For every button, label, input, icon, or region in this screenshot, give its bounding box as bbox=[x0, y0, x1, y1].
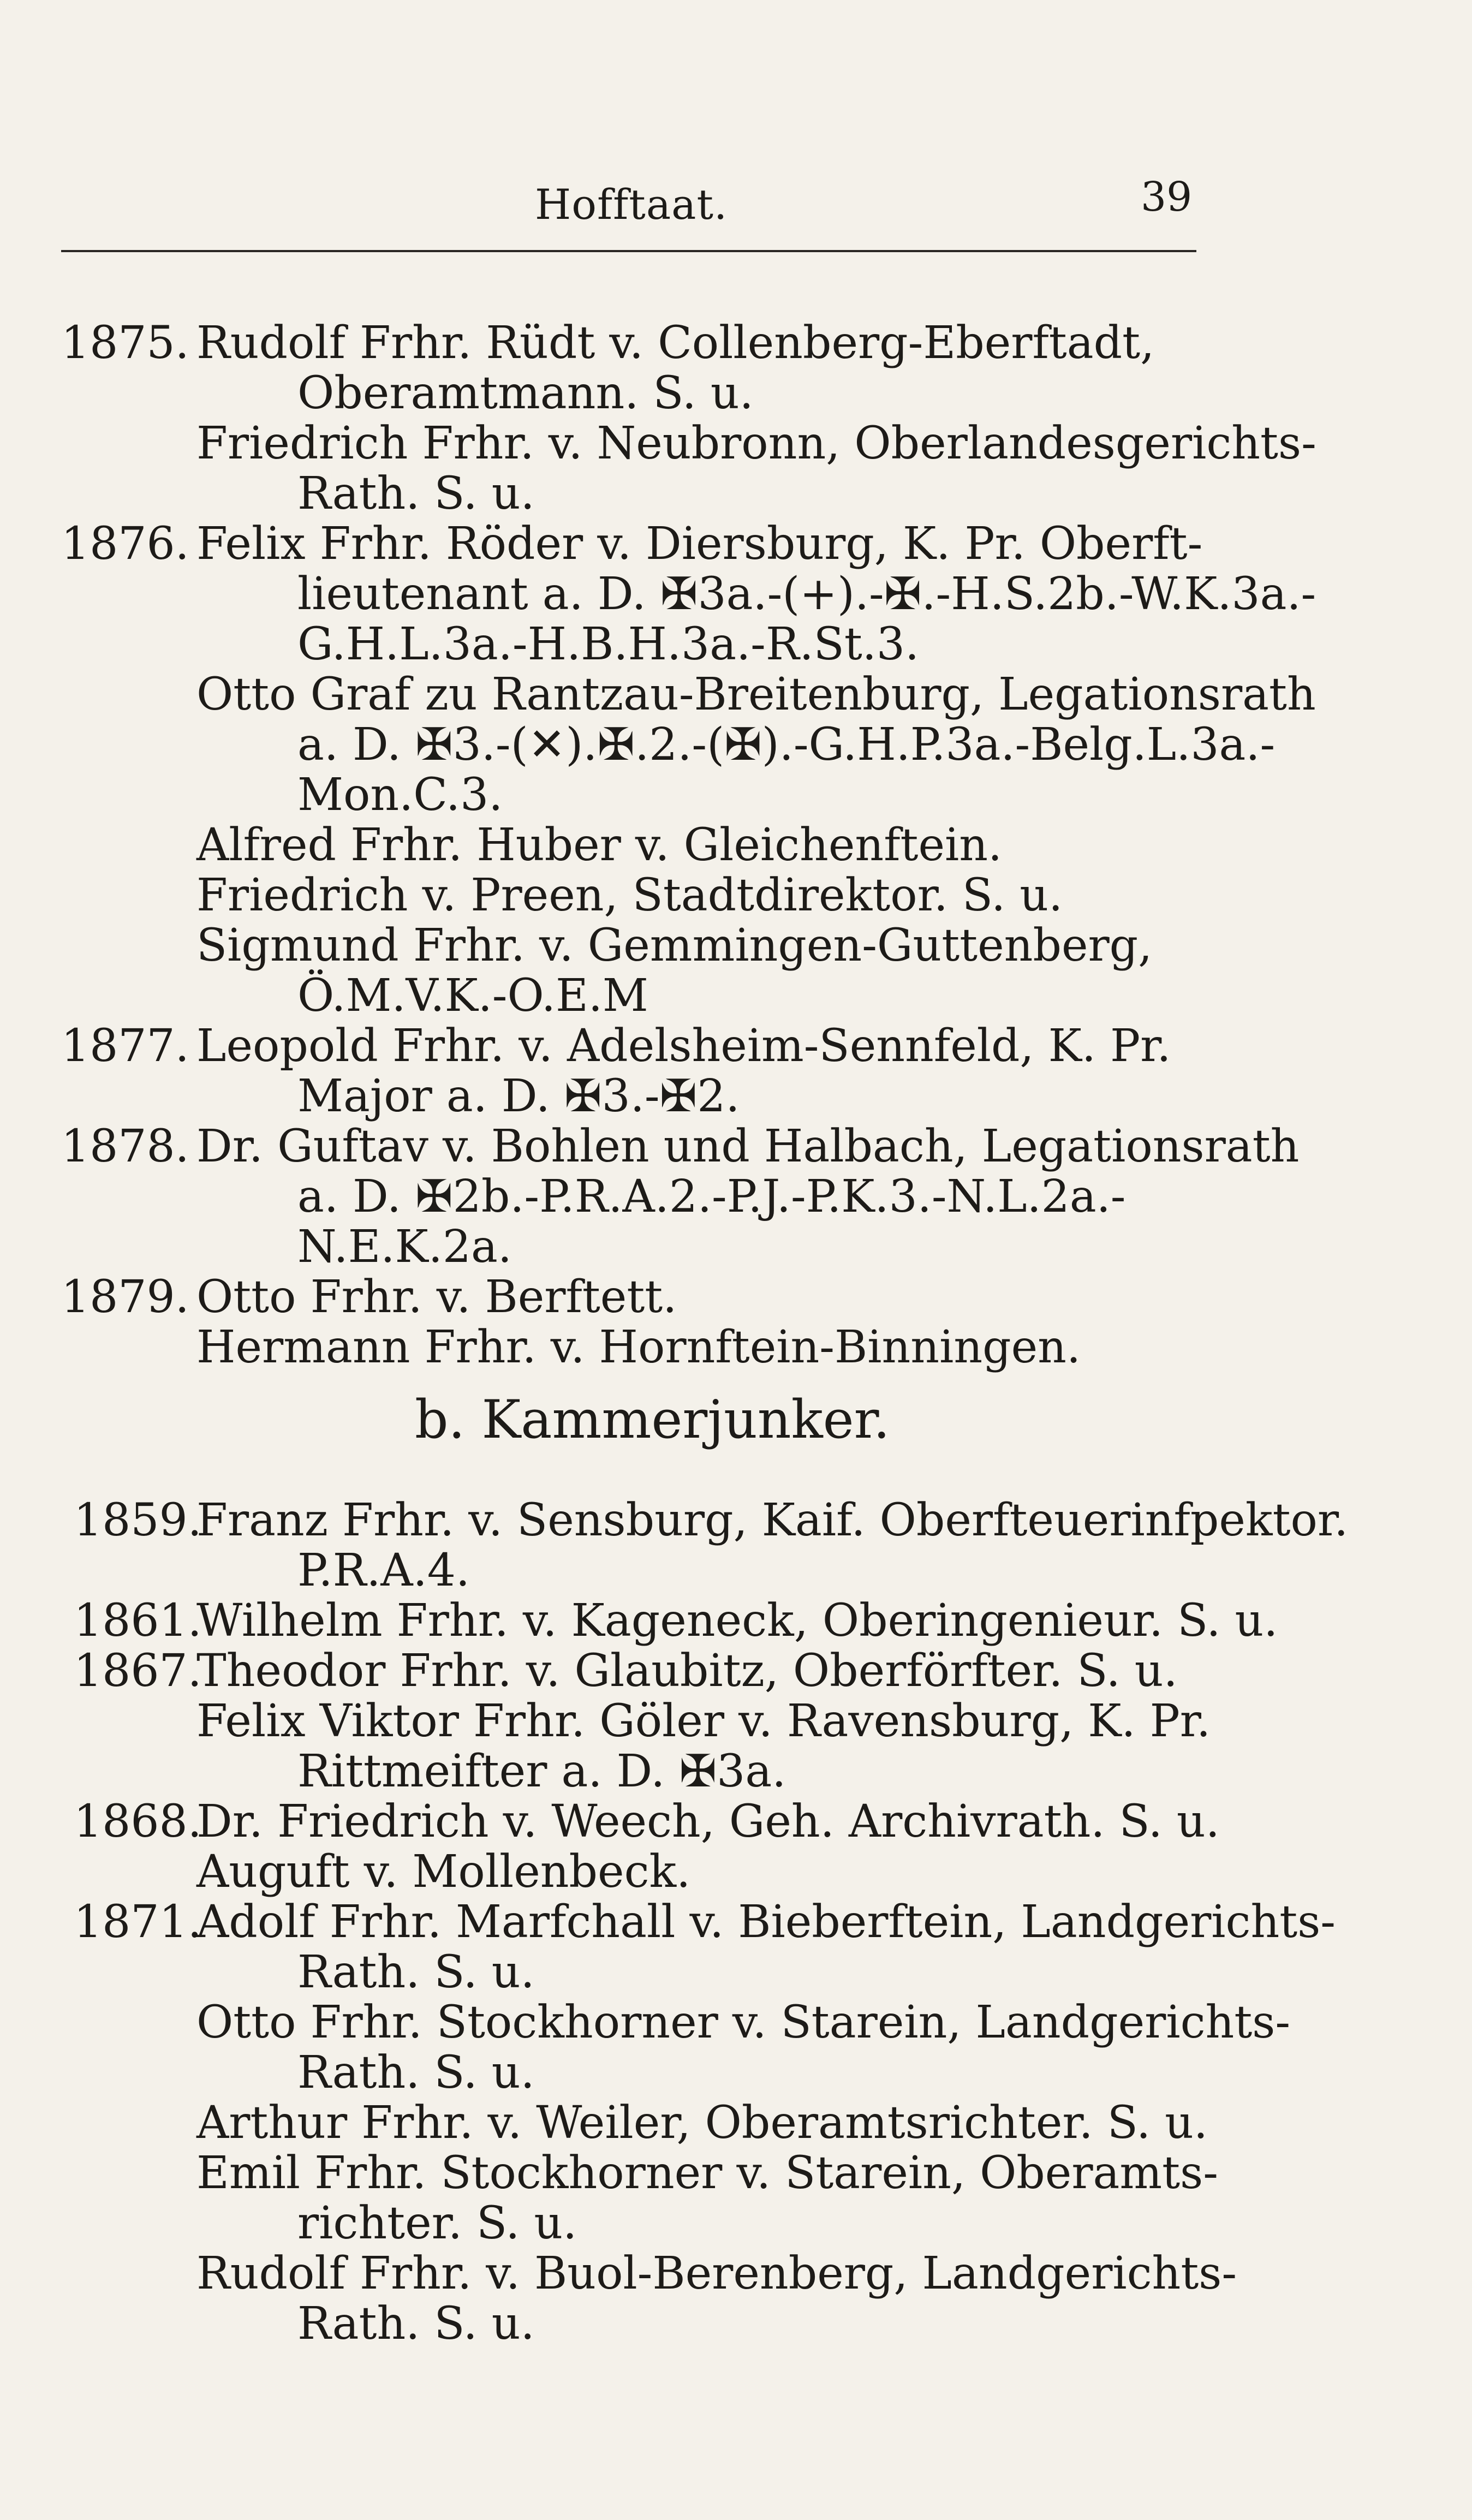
entry-text: Dr. Friedrich v. Weech, Geh. Archivrath. S. u. bbox=[196, 1796, 1220, 1848]
entry-line bbox=[0, 1645, 1472, 1698]
entry-year: 1875. bbox=[61, 317, 189, 369]
entry-text: Sigmund Frhr. v. Gemmingen-Guttenberg, bbox=[196, 920, 1153, 972]
entry-text: Friedrich v. Preen, Stadtdirektor. S. u. bbox=[196, 869, 1063, 921]
entry-year: 1861. bbox=[74, 1595, 202, 1647]
entry-text: Otto Graf zu Rantzau-Breitenburg, Legationsrath bbox=[196, 669, 1316, 720]
entry-text: Oberamtmann. S. u. bbox=[297, 367, 754, 419]
entry-year: 1868. bbox=[74, 1796, 202, 1848]
entry-line bbox=[0, 2197, 1472, 2250]
entry-line bbox=[0, 2298, 1472, 2351]
entry-text: Felix Frhr. Röder v. Diersburg, K. Pr. Oberft- bbox=[196, 518, 1203, 570]
entry-text: richter. S. u. bbox=[297, 2197, 577, 2249]
entry-text: Dr. Guftav v. Bohlen und Halbach, Legationsrath bbox=[196, 1121, 1300, 1172]
entry-text: Wilhelm Frhr. v. Kageneck, Oberingenieur. S. u. bbox=[196, 1595, 1278, 1647]
entry-line bbox=[0, 1171, 1472, 1224]
entry-line bbox=[0, 2047, 1472, 2100]
entry-line bbox=[0, 317, 1472, 370]
entry-line bbox=[0, 2248, 1472, 2301]
entry-text: a. D. ✠2b.-P.R.A.2.-P.J.-P.K.3.-N.L.2a.- bbox=[297, 1171, 1126, 1223]
entry-line bbox=[0, 869, 1472, 922]
entry-text: Ö.M.V.K.-O.E.M bbox=[297, 970, 648, 1022]
entry-text: Major a. D. ✠3.-✠2. bbox=[297, 1070, 740, 1122]
running-header-title: Hofftaat. bbox=[535, 180, 728, 229]
entry-text: Franz Frhr. v. Sensburg, Kaif. Oberfteuerinfpektor. bbox=[196, 1494, 1349, 1546]
entry-line bbox=[0, 367, 1472, 420]
entry-line bbox=[0, 819, 1472, 872]
entry-text: Auguft v. Mollenbeck. bbox=[196, 1846, 691, 1898]
entry-line bbox=[0, 1595, 1472, 1648]
entry-line bbox=[0, 1695, 1472, 1748]
entry-line bbox=[0, 719, 1472, 772]
entry-text: Otto Frhr. v. Berftett. bbox=[196, 1271, 677, 1323]
entry-year: 1878. bbox=[61, 1121, 189, 1172]
entry-line bbox=[0, 2147, 1472, 2200]
entry-line bbox=[0, 1896, 1472, 1949]
entry-year: 1867. bbox=[74, 1645, 202, 1697]
entry-line bbox=[0, 1846, 1472, 1899]
entry-line bbox=[0, 568, 1472, 621]
entry-line bbox=[0, 1121, 1472, 1173]
entry-text: Otto Frhr. Stockhorner v. Starein, Landgerichts- bbox=[196, 1997, 1291, 2048]
entry-line bbox=[0, 1020, 1472, 1073]
entry-text: Rath. S. u. bbox=[297, 2298, 535, 2350]
entry-line bbox=[0, 769, 1472, 822]
entry-line bbox=[0, 1494, 1472, 1547]
entry-text: Alfred Frhr. Huber v. Gleichenftein. bbox=[196, 819, 1003, 871]
header-rule bbox=[61, 250, 1196, 252]
entry-text: Adolf Frhr. Marfchall v. Bieberftein, Landgerichts- bbox=[196, 1896, 1336, 1948]
entry-text: Theodor Frhr. v. Glaubitz, Oberförfter. S. u. bbox=[196, 1645, 1178, 1697]
entry-text: Rudolf Frhr. Rüdt v. Collenberg-Eberftadt, bbox=[196, 317, 1155, 369]
entry-text: a. D. ✠3.-(✕).✠.2.-(✠).-G.H.P.3a.-Belg.L.3a.- bbox=[297, 719, 1276, 771]
entry-line bbox=[0, 518, 1472, 571]
entry-text: Friedrich Frhr. v. Neubronn, Oberlandesgerichts- bbox=[196, 418, 1316, 469]
entry-text: P.R.A.4. bbox=[297, 1545, 470, 1596]
entry-text: N.E.K.2a. bbox=[297, 1221, 512, 1273]
entry-text: G.H.L.3a.-H.B.H.3a.-R.St.3. bbox=[297, 618, 920, 670]
entry-line bbox=[0, 1796, 1472, 1849]
entry-year: 1876. bbox=[61, 518, 189, 570]
entry-year: 1859. bbox=[74, 1494, 202, 1546]
entry-text: Rudolf Frhr. v. Buol-Berenberg, Landgerichts- bbox=[196, 2248, 1237, 2299]
entry-text: Hermann Frhr. v. Hornftein-Binningen. bbox=[196, 1321, 1081, 1373]
entry-line bbox=[0, 1946, 1472, 1999]
entry-year: 1877. bbox=[61, 1020, 189, 1072]
entry-line bbox=[0, 1221, 1472, 1274]
entry-text: Mon.C.3. bbox=[297, 769, 503, 821]
entry-line bbox=[0, 2097, 1472, 2150]
entry-line bbox=[0, 920, 1472, 973]
entry-line bbox=[0, 1745, 1472, 1798]
entry-text: Rath. S. u. bbox=[297, 2047, 535, 2099]
entry-text: Felix Viktor Frhr. Göler v. Ravensburg, K. Pr. bbox=[196, 1695, 1211, 1747]
entry-text: lieutenant a. D. ✠3a.-(+).-✠.-H.S.2b.-W.K.3a.- bbox=[297, 568, 1316, 620]
entry-line bbox=[0, 669, 1472, 722]
entry-line bbox=[0, 1545, 1472, 1598]
entry-line bbox=[0, 418, 1472, 470]
entry-text: Rittmeifter a. D. ✠3a. bbox=[297, 1745, 786, 1797]
entry-line bbox=[0, 468, 1472, 521]
entry-line bbox=[0, 1997, 1472, 2050]
page-number: 39 bbox=[1141, 174, 1193, 221]
entry-line bbox=[0, 1321, 1472, 1374]
section-b-heading: b. Kammerjunker. bbox=[415, 1389, 890, 1450]
entry-year: 1871. bbox=[74, 1896, 202, 1948]
entry-line bbox=[0, 970, 1472, 1023]
entry-text: Arthur Frhr. v. Weiler, Oberamtsrichter. S. u. bbox=[196, 2097, 1208, 2149]
entry-line bbox=[0, 618, 1472, 671]
entry-text: Leopold Frhr. v. Adelsheim-Sennfeld, K. Pr. bbox=[196, 1020, 1171, 1072]
entry-text: Rath. S. u. bbox=[297, 1946, 535, 1998]
entry-line bbox=[0, 1070, 1472, 1123]
entry-year: 1879. bbox=[61, 1271, 189, 1323]
entry-text: Rath. S. u. bbox=[297, 468, 535, 520]
entry-line bbox=[0, 1271, 1472, 1324]
entry-text: Emil Frhr. Stockhorner v. Starein, Oberamts- bbox=[196, 2147, 1218, 2199]
